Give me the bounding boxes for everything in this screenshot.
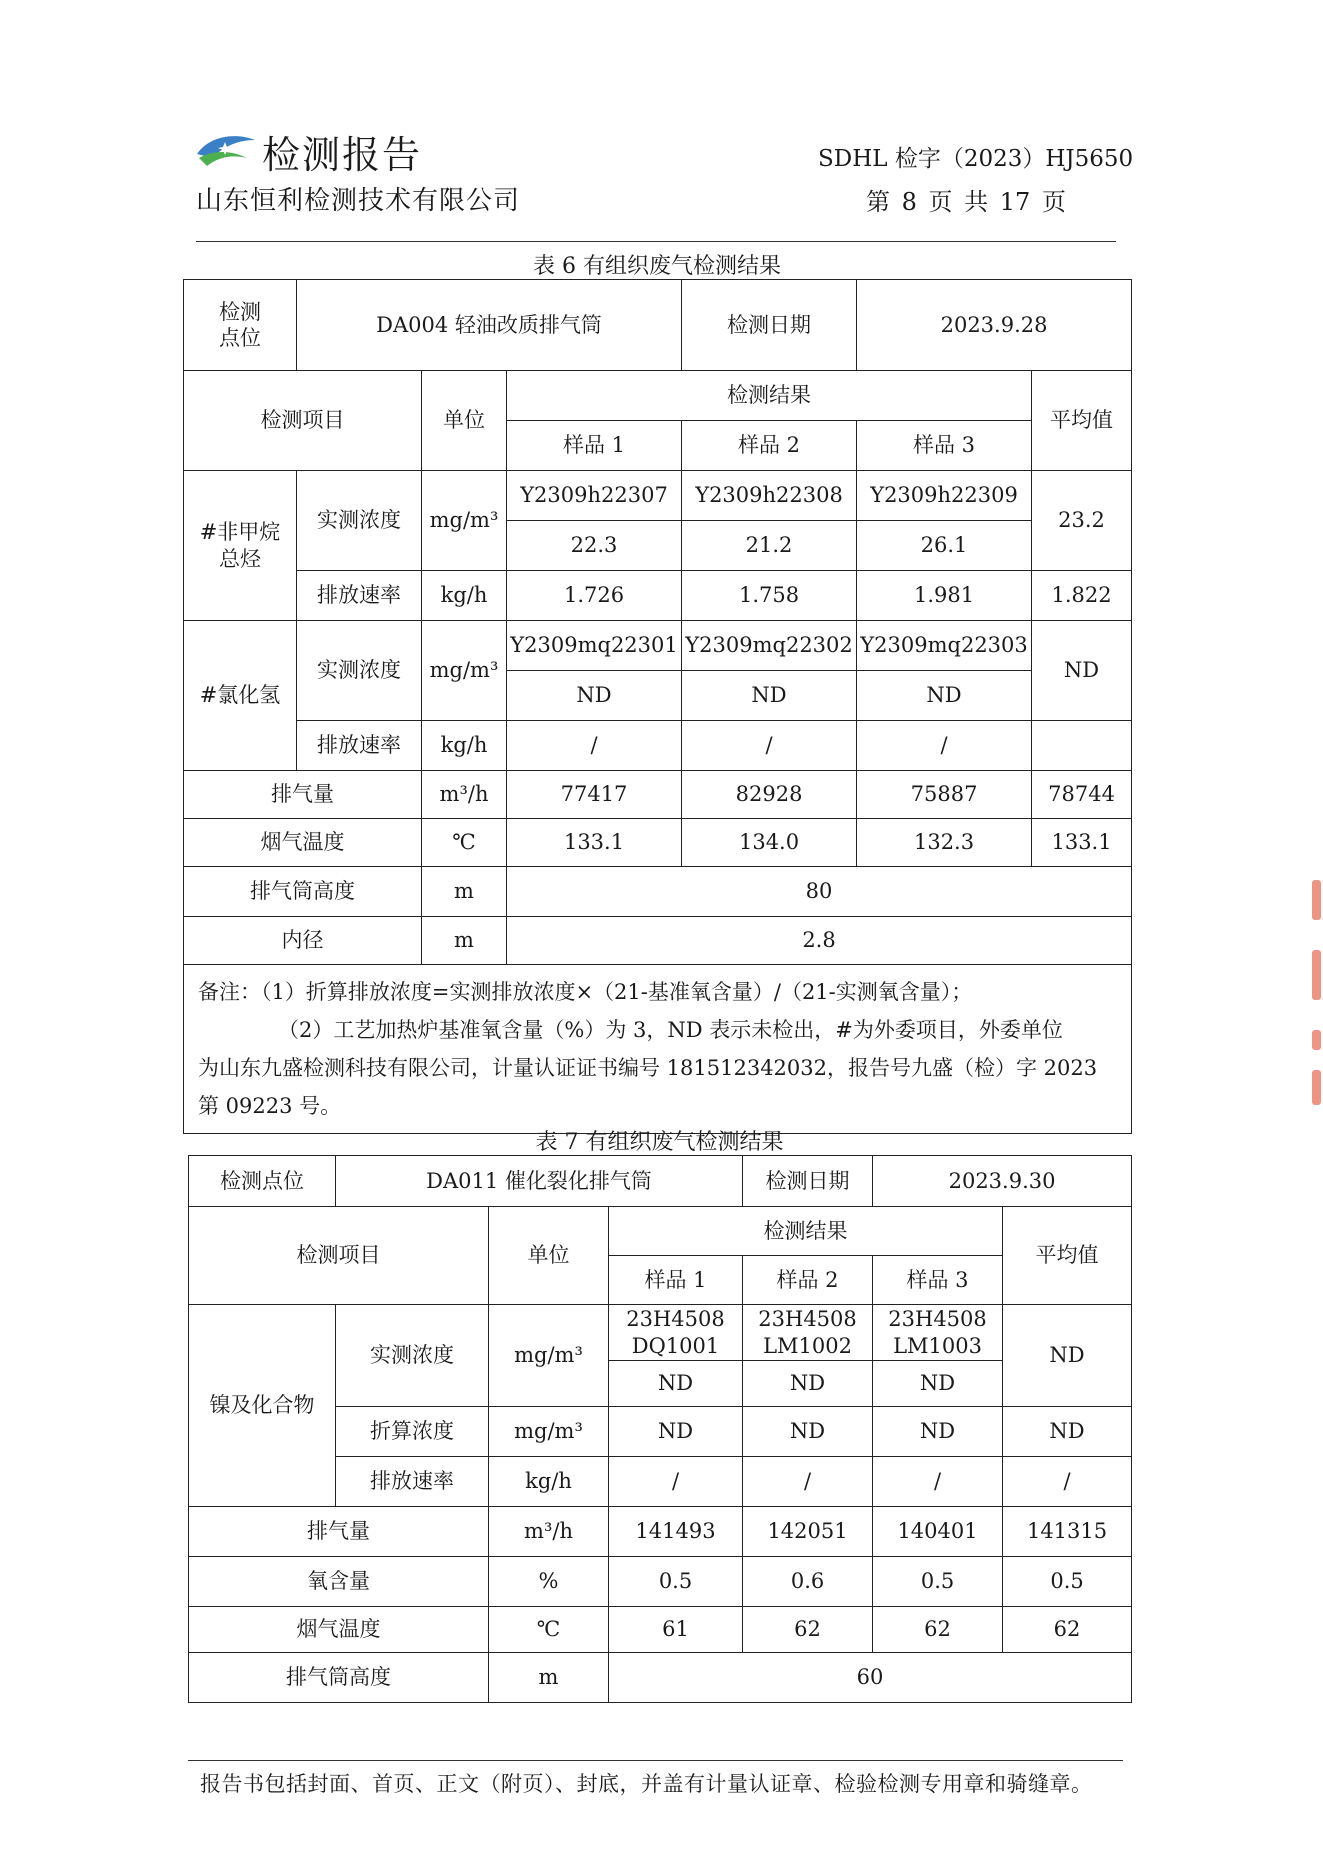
table6-sample1-header: 样品 1 (507, 421, 682, 471)
table6-g2-sample-id: Y2309mq22302 (682, 621, 857, 671)
table6-flow-avg: 78744 (1032, 771, 1132, 819)
table7-r1-avg: ND (1003, 1305, 1132, 1407)
footer-note: 报告书包括封面、首页、正文（附页）、封底，并盖有计量认证章、检验检测专用章和骑缝章。 (200, 1772, 1093, 1796)
table7-sample3-header: 样品 3 (873, 1256, 1003, 1305)
table7-height-label: 排气筒高度 (189, 1653, 489, 1703)
table7-r1-value: ND (873, 1361, 1003, 1407)
table6-flow-unit: m³/h (422, 771, 507, 819)
table6-g2-value: ND (857, 671, 1032, 721)
table7-date-value: 2023.9.30 (873, 1156, 1132, 1207)
table6-height-value: 80 (507, 867, 1132, 917)
table6-g2-r2-label: 排放速率 (297, 721, 422, 771)
table7-o2-label: 氧含量 (189, 1557, 489, 1607)
table7-o2-value: 0.5 (609, 1557, 743, 1607)
table6-flow-value: 75887 (857, 771, 1032, 819)
table7-sample-id: 23H4508 DQ1001 (609, 1305, 743, 1361)
table7-sample-id: 23H4508 LM1002 (743, 1305, 873, 1361)
seal-stamp-fragment (1310, 880, 1323, 1110)
table6-g2-r1-unit: mg/m³ (422, 621, 507, 721)
table7-temp-avg: 62 (1003, 1607, 1132, 1653)
report-title: 检测报告 (262, 133, 423, 177)
table6-g1-r2-value: 1.981 (857, 571, 1032, 621)
table7-temp-value: 61 (609, 1607, 743, 1653)
table6-g2-sample-id: Y2309mq22301 (507, 621, 682, 671)
table6-caption: 表 6 有组织废气检测结果 (533, 254, 781, 279)
table6-g1-sample-id: Y2309h22307 (507, 471, 682, 521)
table6-g2-value: ND (507, 671, 682, 721)
table6-temp-unit: ℃ (422, 819, 507, 867)
table6-height-unit: m (422, 867, 507, 917)
table6-flow-label: 排气量 (184, 771, 422, 819)
table6-date-value: 2023.9.28 (857, 280, 1132, 371)
table7-flow-value: 142051 (743, 1507, 873, 1557)
table7-flow-unit: m³/h (489, 1507, 609, 1557)
header-divider (196, 241, 1116, 242)
table7-r2-value: ND (873, 1407, 1003, 1457)
table7-height-unit: m (489, 1653, 609, 1703)
table6-g1-sample-id: Y2309h22308 (682, 471, 857, 521)
table6-point-label: 检测 点位 (184, 280, 297, 371)
table7-temp-value: 62 (743, 1607, 873, 1653)
table6-item-header: 检测项目 (184, 371, 422, 471)
table6-diameter-value: 2.8 (507, 917, 1132, 965)
table6-sample3-header: 样品 3 (857, 421, 1032, 471)
table6-g1-sample-id: Y2309h22309 (857, 471, 1032, 521)
table7-r1-value: ND (609, 1361, 743, 1407)
table6-g1-r2-label: 排放速率 (297, 571, 422, 621)
table6-temp-value: 132.3 (857, 819, 1032, 867)
company-logo-icon (195, 128, 257, 168)
table6-g1-r2-value: 1.726 (507, 571, 682, 621)
table7-r3-unit: kg/h (489, 1457, 609, 1507)
table6-flow-value: 82928 (682, 771, 857, 819)
table7-o2-unit: % (489, 1557, 609, 1607)
table6-flow-value: 77417 (507, 771, 682, 819)
table6-g2-sample-id: Y2309mq22303 (857, 621, 1032, 671)
report-number: SDHL 检字（2023）HJ5650 (818, 146, 1134, 172)
table7-o2-value: 0.6 (743, 1557, 873, 1607)
table6-point-value: DA004 轻油改质排气筒 (297, 280, 682, 371)
table6-g1-r2-unit: kg/h (422, 571, 507, 621)
table6-g2-r2-value: / (857, 721, 1032, 771)
table6-g2-r2-unit: kg/h (422, 721, 507, 771)
table6-sample2-header: 样品 2 (682, 421, 857, 471)
table7-flow-value: 141493 (609, 1507, 743, 1557)
table6-g2-r1-label: 实测浓度 (297, 621, 422, 721)
table7-o2-value: 0.5 (873, 1557, 1003, 1607)
table6-temp-value: 134.0 (682, 819, 857, 867)
table7-o2-avg: 0.5 (1003, 1557, 1132, 1607)
table7-caption: 表 7 有组织废气检测结果 (535, 1130, 784, 1155)
table7-r2-label: 折算浓度 (336, 1407, 489, 1457)
table6-temp-avg: 133.1 (1032, 819, 1132, 867)
table7-sample2-header: 样品 2 (743, 1256, 873, 1305)
table7-r1-unit: mg/m³ (489, 1305, 609, 1407)
table7-flow-avg: 141315 (1003, 1507, 1132, 1557)
table6-g1-r2-avg: 1.822 (1032, 571, 1132, 621)
table7-temp-unit: ℃ (489, 1607, 609, 1653)
table6-g1-value: 26.1 (857, 521, 1032, 571)
table6-g1-value: 21.2 (682, 521, 857, 571)
table7-r1-value: ND (743, 1361, 873, 1407)
table6-g1-r1-label: 实测浓度 (297, 471, 422, 571)
table7 (188, 1155, 1132, 1703)
remark-line: 备注：（1）折算排放浓度=实测排放浓度×（21-基准氧含量）/（21-实测氧含量）； (198, 980, 973, 1004)
table6-g1-name: #非甲烷 总烃 (184, 471, 297, 621)
table6-avg-header: 平均值 (1032, 371, 1132, 471)
table7-avg-header: 平均值 (1003, 1207, 1132, 1305)
table7-r2-avg: ND (1003, 1407, 1132, 1457)
table7-date-label: 检测日期 (743, 1156, 873, 1207)
remark-line: 第 09223 号。 (198, 1094, 342, 1118)
table7-point-value: DA011 催化裂化排气筒 (336, 1156, 743, 1207)
table7-group-name: 镍及化合物 (189, 1305, 336, 1507)
table7-point-label: 检测点位 (189, 1156, 336, 1207)
table7-sample1-header: 样品 1 (609, 1256, 743, 1305)
table7-unit-header: 单位 (489, 1207, 609, 1305)
table6-g2-r2-value: / (682, 721, 857, 771)
table6-diameter-unit: m (422, 917, 507, 965)
table6-remark (184, 965, 1132, 1134)
table6-diameter-label: 内径 (184, 917, 422, 965)
table6-result-header: 检测结果 (507, 371, 1032, 421)
table7-item-header: 检测项目 (189, 1207, 489, 1305)
page-info: 第 8 页 共 17 页 (866, 188, 1066, 216)
table7-r3-avg: / (1003, 1457, 1132, 1507)
table7-r2-unit: mg/m³ (489, 1407, 609, 1457)
table7-r2-value: ND (743, 1407, 873, 1457)
table6-g1-r1-avg: 23.2 (1032, 471, 1132, 571)
table6 (183, 279, 1132, 1134)
table6-g2-name: #氯化氢 (184, 621, 297, 771)
table7-r3-label: 排放速率 (336, 1457, 489, 1507)
table7-flow-label: 排气量 (189, 1507, 489, 1557)
table6-height-label: 排气筒高度 (184, 867, 422, 917)
table7-height-value: 60 (609, 1653, 1132, 1703)
table7-r3-value: / (609, 1457, 743, 1507)
table6-g1-r1-unit: mg/m³ (422, 471, 507, 571)
table6-date-label: 检测日期 (682, 280, 857, 371)
table7-sample-id: 23H4508 LM1003 (873, 1305, 1003, 1361)
table6-temp-value: 133.1 (507, 819, 682, 867)
table6-g2-r2-value: / (507, 721, 682, 771)
remark-line: 为山东九盛检测科技有限公司，计量认证证书编号 181512342032，报告号九盛（检）字 2023 (198, 1056, 1098, 1080)
remark-line: （2）工艺加热炉基准氧含量（%）为 3，ND 表示未检出，#为外委项目，外委单位 (278, 1018, 1063, 1042)
table6-g2-value: ND (682, 671, 857, 721)
table7-r2-value: ND (609, 1407, 743, 1457)
table7-temp-value: 62 (873, 1607, 1003, 1653)
table7-result-header: 检测结果 (609, 1207, 1003, 1256)
table7-r3-value: / (873, 1457, 1003, 1507)
table6-temp-label: 烟气温度 (184, 819, 422, 867)
table6-g2-r2-avg (1032, 721, 1132, 771)
table7-flow-value: 140401 (873, 1507, 1003, 1557)
table6-unit-header: 单位 (422, 371, 507, 471)
table6-g1-value: 22.3 (507, 521, 682, 571)
table7-r3-value: / (743, 1457, 873, 1507)
table6-g2-r1-avg: ND (1032, 621, 1132, 721)
footer-divider (188, 1760, 1123, 1761)
table6-g1-r2-value: 1.758 (682, 571, 857, 621)
company-name: 山东恒利检测技术有限公司 (196, 186, 521, 216)
table7-r1-label: 实测浓度 (336, 1305, 489, 1407)
table7-temp-label: 烟气温度 (189, 1607, 489, 1653)
